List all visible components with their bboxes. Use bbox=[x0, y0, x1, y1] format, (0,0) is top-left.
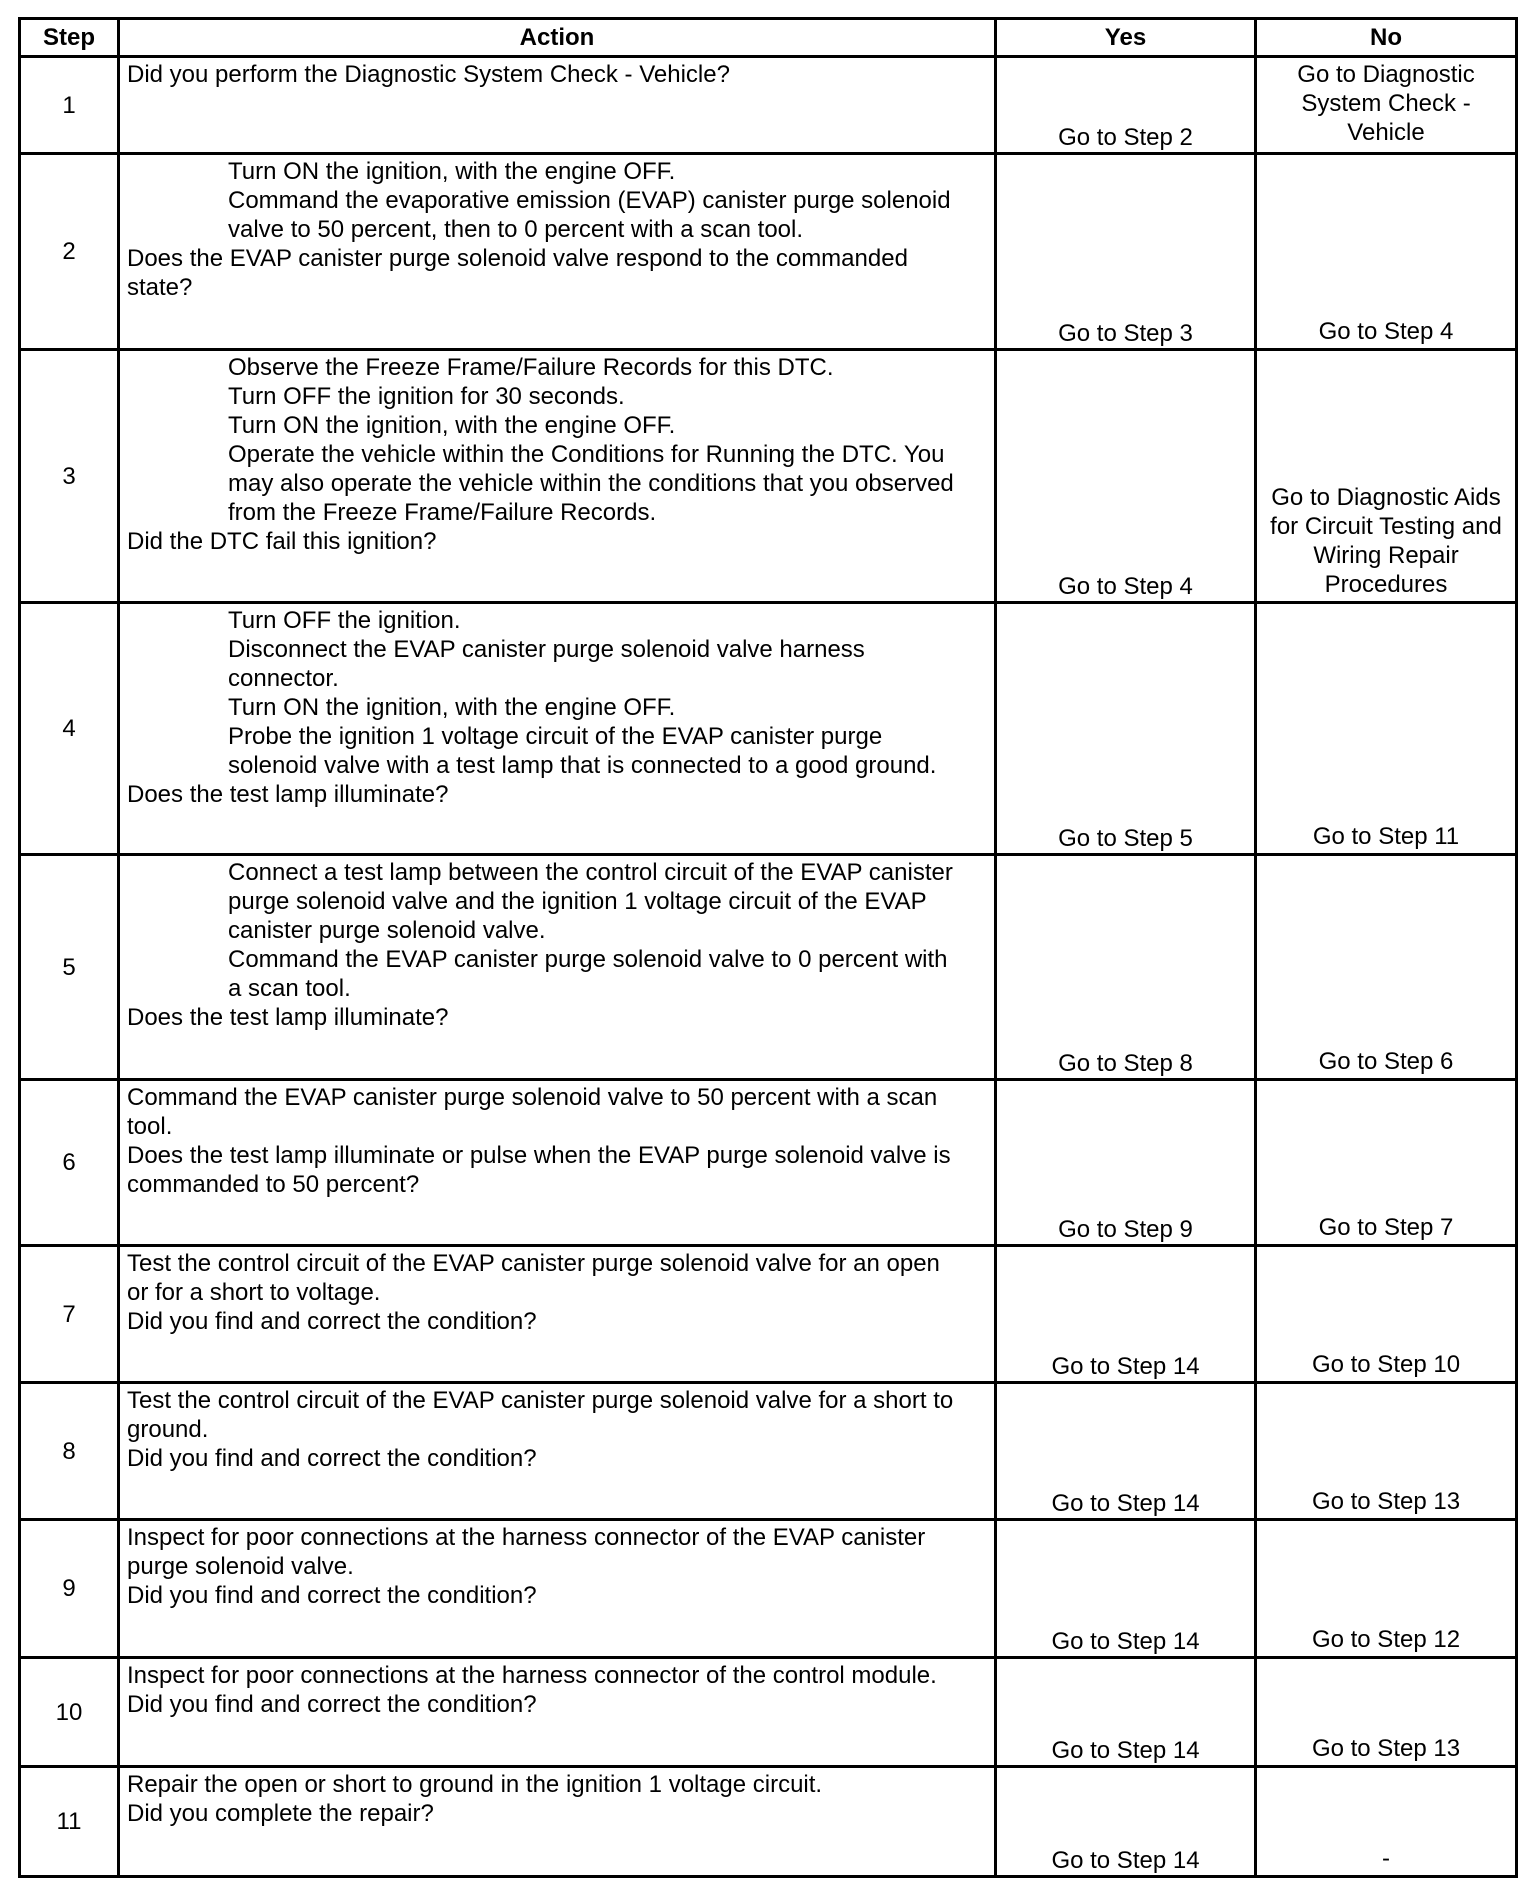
no-cell bbox=[1256, 1520, 1517, 1658]
table-row bbox=[20, 154, 1517, 350]
table-row bbox=[20, 1520, 1517, 1658]
action-cell bbox=[119, 1383, 996, 1520]
yes-link[interactable]: Go to Step 14 bbox=[1051, 1490, 1200, 1517]
action-question: Does the test lamp illuminate? bbox=[127, 1004, 449, 1031]
no-cell bbox=[1256, 57, 1517, 154]
yes-cell bbox=[996, 1246, 1256, 1383]
no-cell bbox=[1256, 350, 1517, 603]
action-cell bbox=[119, 603, 996, 855]
action-question: Did you find and correct the condition? bbox=[127, 1445, 537, 1472]
header-action: Action bbox=[119, 19, 996, 57]
step-number: 6 bbox=[20, 1080, 119, 1246]
yes-cell bbox=[996, 603, 1256, 855]
no-link[interactable]: Go to Step 13 bbox=[1311, 1488, 1461, 1515]
table-row bbox=[20, 1080, 1517, 1246]
action-question: Does the EVAP canister purge solenoid valve respond to the commanded state? bbox=[127, 245, 908, 301]
no-cell bbox=[1256, 603, 1517, 855]
no-cell bbox=[1256, 1383, 1517, 1520]
action-text: Connect a test lamp between the control circuit of the EVAP canister purge solenoid valve and the ignition 1 voltage circuit of the EVAP canister purge solenoid valve. Command the EVAP canister purge solenoid valve to 0 percent with a scan tool. bbox=[228, 859, 953, 1002]
header-row bbox=[20, 19, 1517, 57]
yes-cell bbox=[996, 855, 1256, 1080]
table-row bbox=[20, 603, 1517, 855]
action-question: Did you find and correct the condition? bbox=[127, 1691, 537, 1718]
yes-cell bbox=[996, 1767, 1256, 1877]
diagnostic-table bbox=[18, 17, 1518, 1878]
step-number: 10 bbox=[20, 1658, 119, 1767]
no-link[interactable]: Go to Step 11 bbox=[1312, 823, 1460, 850]
no-cell bbox=[1256, 154, 1517, 350]
step-number: 11 bbox=[20, 1767, 119, 1877]
action-cell bbox=[119, 57, 996, 154]
action-text: Observe the Freeze Frame/Failure Records for this DTC. Turn OFF the ignition for 30 seconds. Turn ON the ignition, with the engine OFF. Operate the vehicle within the Conditions for Running the DTC. You may also operate the vehicle within the conditions that you observed from the Freeze Frame/Failure Records. bbox=[228, 354, 954, 526]
header-yes: Yes bbox=[996, 19, 1256, 57]
yes-link[interactable]: Go to Step 2 bbox=[1058, 124, 1193, 151]
action-text: Repair the open or short to ground in the ignition 1 voltage circuit. bbox=[127, 1771, 823, 1798]
action-cell bbox=[119, 1767, 996, 1877]
table-row bbox=[20, 855, 1517, 1080]
action-text: Inspect for poor connections at the harness connector of the EVAP canister purge solenoid valve. bbox=[127, 1524, 926, 1580]
action-text: Turn OFF the ignition. Disconnect the EVAP canister purge solenoid valve harness connector. Turn ON the ignition, with the engine OFF. Probe the ignition 1 voltage circuit of the EVAP canister purge solenoid valve with a test lamp that is connected to a good ground. bbox=[228, 607, 937, 779]
step-number: 5 bbox=[20, 855, 119, 1080]
no-cell bbox=[1256, 1658, 1517, 1767]
yes-link[interactable]: Go to Step 14 bbox=[1051, 1353, 1200, 1380]
yes-cell bbox=[996, 1383, 1256, 1520]
yes-link[interactable]: Go to Step 5 bbox=[1058, 825, 1193, 852]
yes-link[interactable]: Go to Step 4 bbox=[1058, 573, 1193, 600]
step-number: 9 bbox=[20, 1520, 119, 1658]
no-link[interactable]: Go to Diagnostic Aids for Circuit Testing and Wiring Repair Procedures bbox=[1270, 484, 1502, 598]
action-cell bbox=[119, 1080, 996, 1246]
yes-link[interactable]: Go to Step 14 bbox=[1051, 1628, 1200, 1655]
yes-cell bbox=[996, 1520, 1256, 1658]
yes-link[interactable]: Go to Step 8 bbox=[1058, 1050, 1193, 1077]
no-link[interactable]: Go to Step 4 bbox=[1318, 318, 1454, 345]
action-text: Inspect for poor connections at the harness connector of the control module. bbox=[127, 1662, 937, 1689]
no-link[interactable]: Go to Step 10 bbox=[1311, 1351, 1461, 1378]
yes-link[interactable]: Go to Step 9 bbox=[1058, 1216, 1193, 1243]
step-number: 3 bbox=[20, 350, 119, 603]
table-row bbox=[20, 1658, 1517, 1767]
step-number: 8 bbox=[20, 1383, 119, 1520]
action-question: Did you complete the repair? bbox=[127, 1800, 434, 1827]
action-text: Command the EVAP canister purge solenoid valve to 50 percent with a scan tool. bbox=[127, 1084, 938, 1140]
action-question: Did you find and correct the condition? bbox=[127, 1308, 537, 1335]
yes-cell bbox=[996, 154, 1256, 350]
no-link[interactable]: Go to Diagnostic System Check - Vehicle bbox=[1297, 61, 1475, 146]
step-number: 4 bbox=[20, 603, 119, 855]
action-cell bbox=[119, 154, 996, 350]
action-question: Does the test lamp illuminate? bbox=[127, 781, 449, 808]
no-link[interactable]: Go to Step 13 bbox=[1311, 1735, 1461, 1762]
no-cell bbox=[1256, 1246, 1517, 1383]
table-row bbox=[20, 57, 1517, 154]
no-link: - bbox=[1382, 1845, 1390, 1872]
yes-cell bbox=[996, 350, 1256, 603]
yes-cell bbox=[996, 1658, 1256, 1767]
action-text: Test the control circuit of the EVAP canister purge solenoid valve for a short to ground. bbox=[127, 1387, 954, 1443]
step-number: 2 bbox=[20, 154, 119, 350]
action-text: Did you perform the Diagnostic System Check - Vehicle? bbox=[127, 61, 730, 88]
action-question: Did you find and correct the condition? bbox=[127, 1582, 537, 1609]
step-number: 7 bbox=[20, 1246, 119, 1383]
yes-cell bbox=[996, 57, 1256, 154]
no-cell bbox=[1256, 1080, 1517, 1246]
header-step: Step bbox=[20, 19, 119, 57]
action-text: Turn ON the ignition, with the engine OFF. Command the evaporative emission (EVAP) canister purge solenoid valve to 50 percent, then to 0 percent with a scan tool. bbox=[228, 158, 951, 243]
table-row bbox=[20, 1246, 1517, 1383]
header-no: No bbox=[1256, 19, 1517, 57]
yes-link[interactable]: Go to Step 14 bbox=[1051, 1847, 1200, 1874]
table-row bbox=[20, 1383, 1517, 1520]
no-cell bbox=[1256, 855, 1517, 1080]
action-cell bbox=[119, 1520, 996, 1658]
yes-link[interactable]: Go to Step 3 bbox=[1058, 320, 1193, 347]
action-cell bbox=[119, 855, 996, 1080]
action-cell bbox=[119, 1658, 996, 1767]
table-row bbox=[20, 350, 1517, 603]
no-link[interactable]: Go to Step 6 bbox=[1318, 1048, 1454, 1075]
yes-cell bbox=[996, 1080, 1256, 1246]
no-link[interactable]: Go to Step 12 bbox=[1311, 1626, 1461, 1653]
no-link[interactable]: Go to Step 7 bbox=[1318, 1214, 1454, 1241]
action-question: Did the DTC fail this ignition? bbox=[127, 528, 437, 555]
yes-link[interactable]: Go to Step 14 bbox=[1051, 1737, 1200, 1764]
no-cell bbox=[1256, 1767, 1517, 1877]
action-cell bbox=[119, 350, 996, 603]
action-cell bbox=[119, 1246, 996, 1383]
table-row bbox=[20, 1767, 1517, 1877]
action-question: Does the test lamp illuminate or pulse when the EVAP purge solenoid valve is commanded to 50 percent? bbox=[127, 1142, 951, 1198]
action-text: Test the control circuit of the EVAP canister purge solenoid valve for an open or for a short to voltage. bbox=[127, 1250, 940, 1306]
step-number: 1 bbox=[20, 57, 119, 154]
